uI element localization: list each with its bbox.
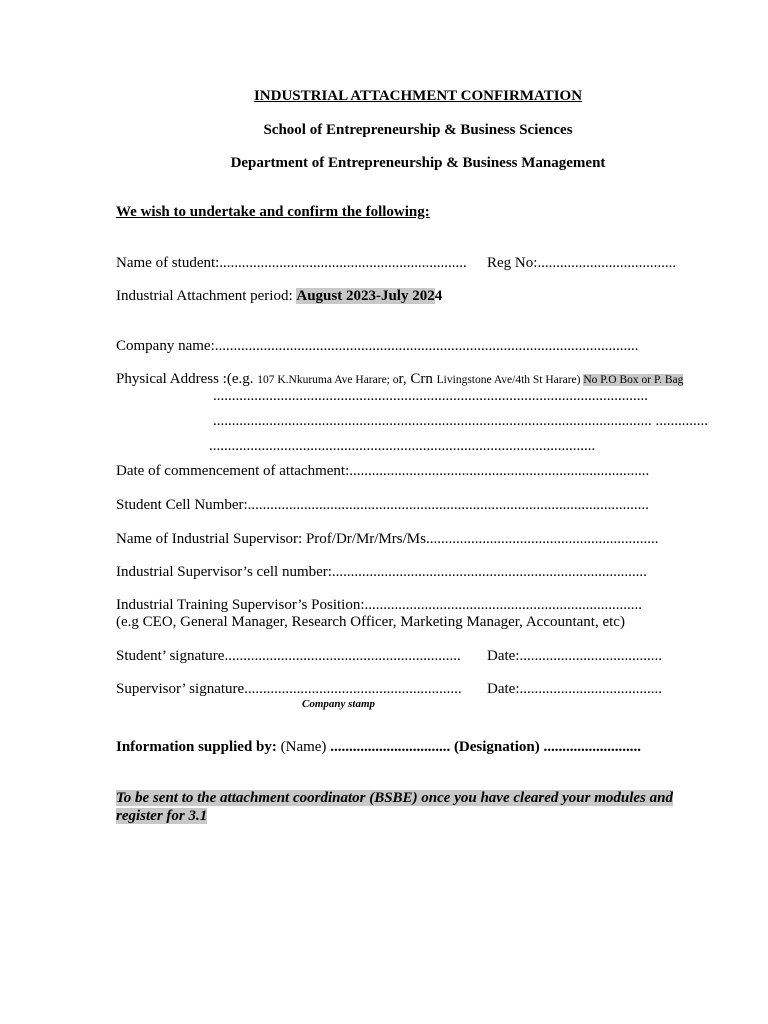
supplied-name-label: (Name)	[276, 739, 331, 755]
student-name-field[interactable]: Name of student:..................................................................	[116, 255, 467, 271]
supplied-name-field[interactable]: ................................	[330, 739, 451, 755]
student-cell-field[interactable]: Student Cell Number:...........................................................................................................	[116, 497, 649, 513]
company-stamp-label: Company stamp	[302, 698, 376, 710]
supervisor-cell-field[interactable]: Industrial Supervisor’s cell number:....................................................................................	[116, 564, 647, 580]
address-line-3[interactable]: ..................................................................................................................... ..............	[213, 413, 708, 429]
period-value-tail: 4	[434, 288, 443, 304]
commencement-date-field[interactable]: Date of commencement of attachment:................................................................................	[116, 463, 650, 479]
school-name: School of Entrepreneurship & Business Sciences	[263, 122, 573, 138]
supplied-label: Information supplied by:	[116, 739, 277, 755]
information-supplied-by	[116, 738, 641, 756]
student-date-field[interactable]: Date:......................................	[487, 648, 662, 664]
supervisor-date-field[interactable]: Date:......................................	[487, 681, 662, 697]
intro-heading: We wish to undertake and confirm the following:	[116, 204, 430, 220]
period-value: August 2023-July 202	[296, 288, 435, 304]
company-name-field[interactable]: Company name:.................................................................................................................	[116, 338, 639, 354]
footer-note-text: To be sent to the attachment coordinator (BSBE) once you have cleared your modules and register for 3.1	[116, 790, 673, 824]
department-name: Department of Entrepreneurship & Business Management	[230, 155, 606, 171]
address-example-3: No P.O Box or P. Bag	[583, 374, 684, 386]
address-line-2[interactable]: ....................................................................................................................	[213, 388, 648, 404]
address-example-2: Livingstone Ave/4th St Harare)	[436, 374, 584, 386]
student-signature-field[interactable]: Student’ signature...............................................................	[116, 648, 461, 664]
supplied-designation-field[interactable]: ..........................	[543, 739, 642, 755]
position-examples: (e.g CEO, General Manager, Research Officer, Marketing Manager, Accountant, etc)	[116, 614, 625, 630]
period-label: Industrial Attachment period:	[116, 288, 297, 304]
supplied-designation-label: (Designation)	[450, 739, 544, 755]
supervisor-signature-field[interactable]: Supervisor’ signature..........................................................	[116, 681, 462, 697]
address-or: r, Crn	[398, 371, 437, 387]
address-example-1: 107 K.Nkuruma Ave Harare; o	[257, 374, 399, 386]
supervisor-position-field[interactable]: Industrial Training Supervisor’s Position:..........................................................................	[116, 597, 642, 613]
reg-no-field[interactable]: Reg No:.....................................	[487, 255, 677, 271]
attachment-period	[116, 287, 442, 305]
footer-note	[116, 789, 716, 825]
supervisor-name-field[interactable]: Name of Industrial Supervisor: Prof/Dr/Mr/Mrs/Ms..............................................................	[116, 531, 659, 547]
address-label: Physical Address :(e.g.	[116, 371, 258, 387]
address-line-4[interactable]: .......................................................................................................	[209, 438, 596, 454]
page-title: INDUSTRIAL ATTACHMENT CONFIRMATION	[253, 88, 583, 104]
